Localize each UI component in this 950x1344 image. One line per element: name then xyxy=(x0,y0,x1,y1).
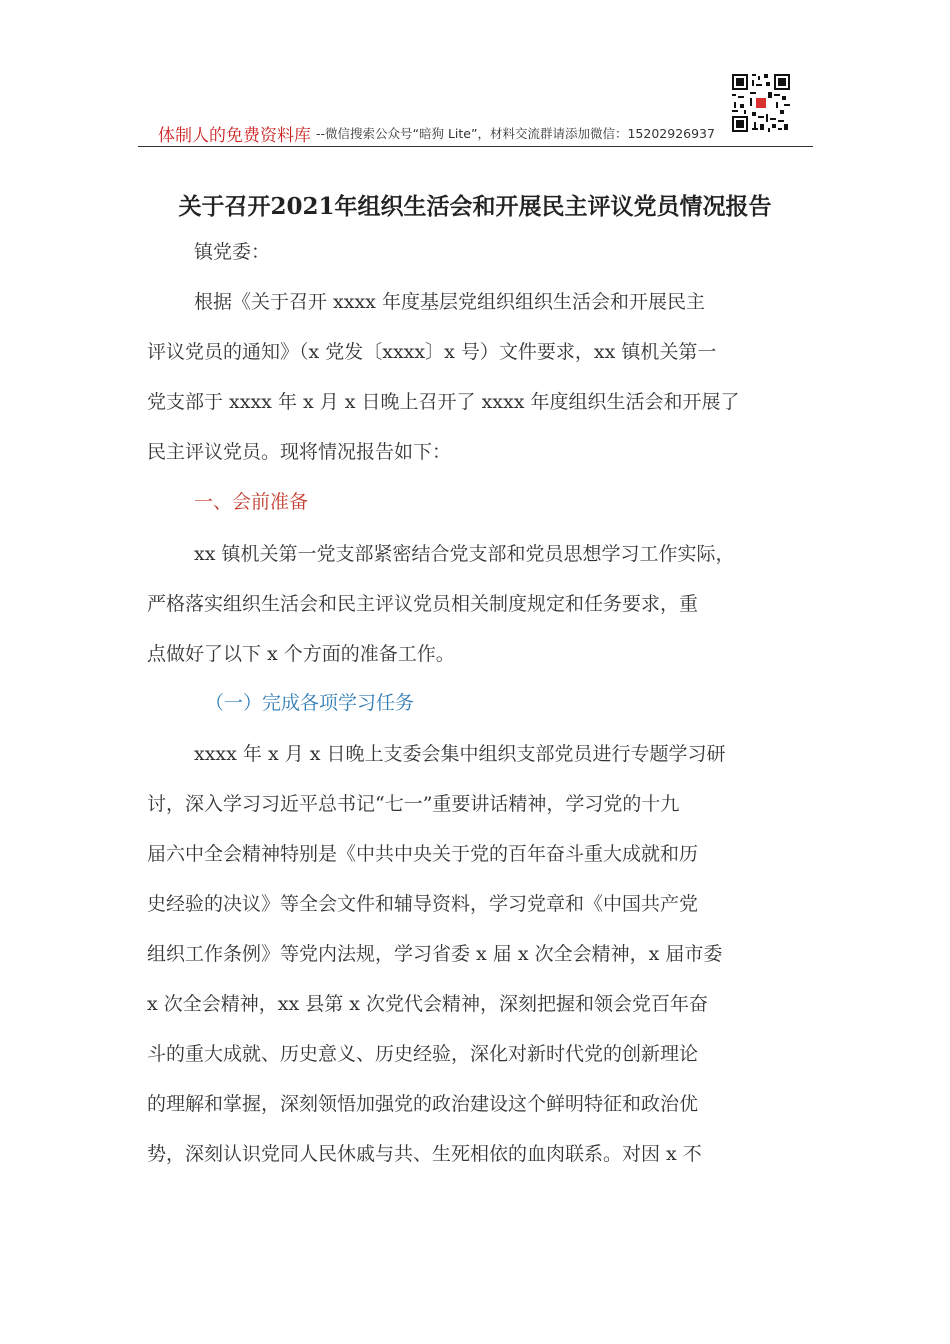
header-info: --微信搜索公众号“暗狗 Lite”，材料交流群请添加微信：15202926937 xyxy=(316,126,715,141)
page-header xyxy=(138,118,813,147)
body-line: xx 镇机关第一党支部紧密结合党支部和党员思想学习工作实际， xyxy=(194,543,735,565)
section-heading: 一、会前准备 xyxy=(194,491,309,513)
body-line: 斗的重大成就、历史意义、历史经验，深化对新时代党的创新理论 xyxy=(147,1043,699,1065)
subsection-heading: （一）完成各项学习任务 xyxy=(205,692,415,714)
body-line: x 次全会精神，xx 县第 x 次党代会精神，深刻把握和领会党百年奋 xyxy=(147,993,709,1015)
body-line: 讨，深入学习习近平总书记“七一”重要讲话精神，学习党的十九 xyxy=(147,793,680,815)
body-line: 届六中全会精神特别是《中共中央关于党的百年奋斗重大成就和历 xyxy=(147,843,699,865)
body-line: 根据《关于召开 xxxx 年度基层党组织组织生活会和开展民主 xyxy=(194,291,705,313)
body-line: 史经验的决议》等全会文件和辅导资料，学习党章和《中国共产党 xyxy=(147,893,699,915)
salutation: 镇党委： xyxy=(194,241,271,263)
page-title: 关于召开2021年组织生活会和开展民主评议党员情况报告 xyxy=(178,193,772,220)
qr-code-icon xyxy=(730,72,792,134)
body-line: 点做好了以下 x 个方面的准备工作。 xyxy=(147,643,455,665)
body-line: 评议党员的通知》（x 党发〔xxxx〕x 号）文件要求，xx 镇机关第一 xyxy=(147,341,717,363)
body-line: 党支部于 xxxx 年 x 月 x 日晚上召开了 xxxx 年度组织生活会和开展了 xyxy=(147,391,740,413)
body-line: 势，深刻认识党同人民休戚与共、生死相依的血肉联系。对因 x 不 xyxy=(147,1143,702,1165)
body-line: 民主评议党员。现将情况报告如下： xyxy=(147,441,452,463)
header-brand: 体制人的免费资料库 xyxy=(158,126,311,146)
body-line: 严格落实组织生活会和民主评议党员相关制度规定和任务要求，重 xyxy=(147,593,699,615)
body-line: 组织工作条例》等党内法规，学习省委 x 届 x 次全会精神，x 届市委 xyxy=(147,943,723,965)
body-line: 的理解和掌握，深刻领悟加强党的政治建设这个鲜明特征和政治优 xyxy=(147,1093,699,1115)
body-line: xxxx 年 x 月 x 日晚上支委会集中组织支部党员进行专题学习研 xyxy=(194,743,726,765)
